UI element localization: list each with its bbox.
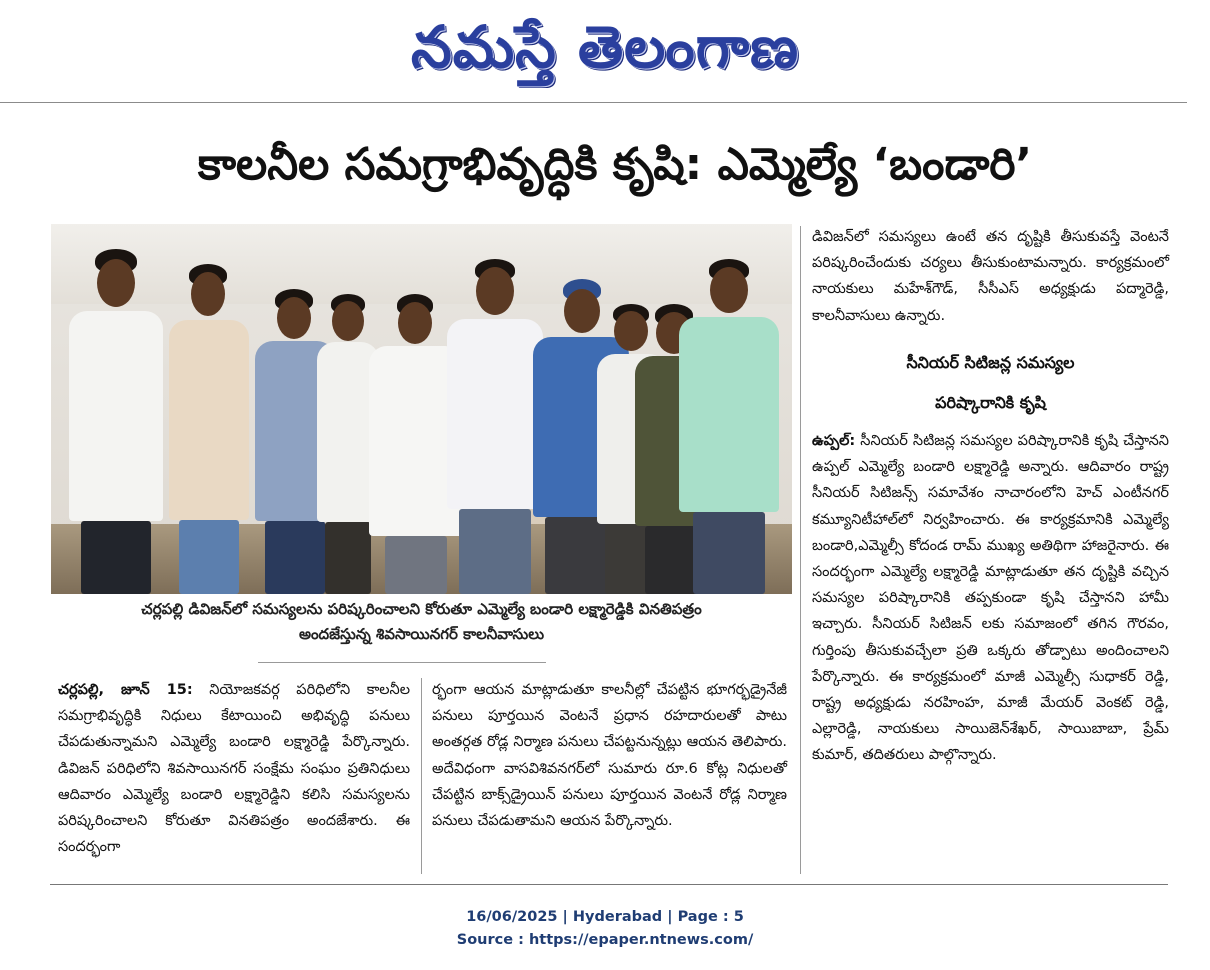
article-text: నియోజకవర్గ పరిధిలోని కాలనీల సమగ్రాభివృద్ధికి నిధులు కేటాయించి అభివృద్ధి పనులు చేపడుతున్నామని ఎమ్మెల్యే బండారి లక్ష్మారెడ్డి పేర్కొన్నారు. డివిజన్ పరిధిలోని శివసాయినగర్ సంక్షేమ సంఘం ప్రతినిధులు ఆదివారం ఎమ్మెల్యే బండారి లక్ష్మారెడ్డిని కలిసి సమస్యలను పరిష్కరించాలని కోరుతూ వినతిపత్రం అందజేశారు. ఈ సందర్భంగా [58, 682, 411, 856]
masthead-divider [0, 102, 1187, 103]
person-figure [671, 259, 786, 594]
footer-date-page: 16/06/2025 | Hyderabad | Page : 5 [466, 909, 744, 925]
caption-line-2: అందజేస్తున్న శివసాయినగర్ కాలనీవాసులు [298, 625, 545, 643]
page-footer [0, 906, 1210, 952]
sidebar-story-body [812, 428, 1169, 874]
sidebar-dateline: ఉప్పల్: [812, 433, 856, 449]
caption-divider [258, 662, 546, 663]
sidebar-subhead-line-1: సీనియర్ సిటిజన్ల సమస్యల [906, 353, 1075, 372]
sidebar-text: సీనియర్ సిటిజన్ల సమస్యల పరిష్కారానికి కృషి చేస్తానని ఉప్పల్ ఎమ్మెల్యే బండారి లక్ష్మారెడ్డి అన్నారు. ఆదివారం రాష్ట్ర సీనియర్ సిటిజన్స్ సమావేశం నాచారంలోని హెచ్ ఎంటీనగర్ కమ్యూనిటీహాల్‌లో నిర్వహించారు. ఈ కార్యక్రమానికి ఎమ్మెల్యే బండారి,ఎమ్మెల్సీ కోదండ రామ్ ముఖ్య అతిథిగా హాజరైనారు. ఈ సందర్భంగా ఎమ్మెల్యే లక్ష్మారెడ్డి మాట్లాడుతూ తన దృష్టికి వచ్చిన సమస్యల పరిష్కారానికి తప్పకుండా కృషి చేస్తానని హామీ ఇచ్చారు. సీనియర్ సిటిజన్ లకు సమాజంలో తగిన గౌరవం, గుర్తింపు తీసుకువచ్చేలా ప్రతి ఒక్కరు తోడ్పాటు అందించాలని పేర్కొన్నారు. ఈ కార్యక్రమంలో మాజీ ఎమ్మెల్సీ సుధాకర్ రెడ్డి, రాష్ట్ర అధ్యక్షుడు నరహింహ, మాజీ మేయర్ వెంకట్ రెడ్డి, ఎల్లారెడ్డి, నాయకులు సాయిజెన్‌శేఖర్, సాయిబాబా, ప్రేమ్ కుమార్, తదితరులు పాల్గొన్నారు. [812, 433, 1169, 764]
masthead [0, 0, 1210, 100]
article-text: ర్భంగా ఆయన మాట్లాడుతూ కాలనీల్లో చేపట్టిన భూగర్భడ్రైనేజీ పనులు పూర్తయిన వెంటనే ప్రధాన రహదారులతో పాటు అంతర్గత రోడ్ల నిర్మాణ పనులు చేపట్టనున్నట్లు ఆయన తెలిపారు. అదేవిధంగా వాసవిశివనగర్‌లో సుమారు రూ.6 కోట్ల నిధులతో చేపట్టిన బాక్స్‌డ్రైయిన్ పనులు పూర్తయిన వెంటనే రోడ్ల నిర్మాణ పనులు చేపడుతామని ఆయన పేర్కొన్నారు. [432, 682, 787, 830]
person-figure [163, 264, 255, 594]
masthead-logo: నమస్తే తెలంగాణ [411, 13, 799, 81]
column-divider [421, 678, 422, 874]
news-photo [51, 224, 792, 594]
sidebar-subhead-line-2: పరిష్కారానికి కృషి [935, 393, 1046, 412]
person-figure [59, 249, 171, 594]
article-column-3: డివిజన్‌లో సమస్యలు ఉంటే తన దృష్టికి తీసుకువస్తే వెంటనే పరిష్కరించేందుకు చర్యలు తీసుకుంటామన్నారు. కార్యక్రమంలో నాయకులు మహేశ్‌గౌడ్, సీసీఎస్ అధ్యక్షుడు పద్మారెడ్డి, కాలనీవాసులు ఉన్నారు. [812, 229, 1169, 324]
dateline: చర్లపల్లి, జూన్ 15: [58, 682, 193, 698]
article-column-2 [432, 677, 787, 873]
column-divider [800, 226, 801, 874]
article-headline: కాలనీల సమగ్రాభివృద్ధికి కృషి: ఎమ్మెల్యే ‘బండారి’ [197, 139, 1033, 190]
bottom-divider [50, 884, 1168, 885]
footer-source-link[interactable]: Source : https://epaper.ntnews.com/ [456, 932, 754, 948]
caption-line-1: చర్లపల్లి డివిజన్‌లో సమస్యలను పరిష్కరించాలని కోరుతూ ఎమ్మెల్యే బండారి లక్ష్మారెడ్డికి వినతిపత్రం [141, 600, 702, 618]
photo-caption [51, 597, 792, 657]
article-column-1 [58, 677, 410, 873]
